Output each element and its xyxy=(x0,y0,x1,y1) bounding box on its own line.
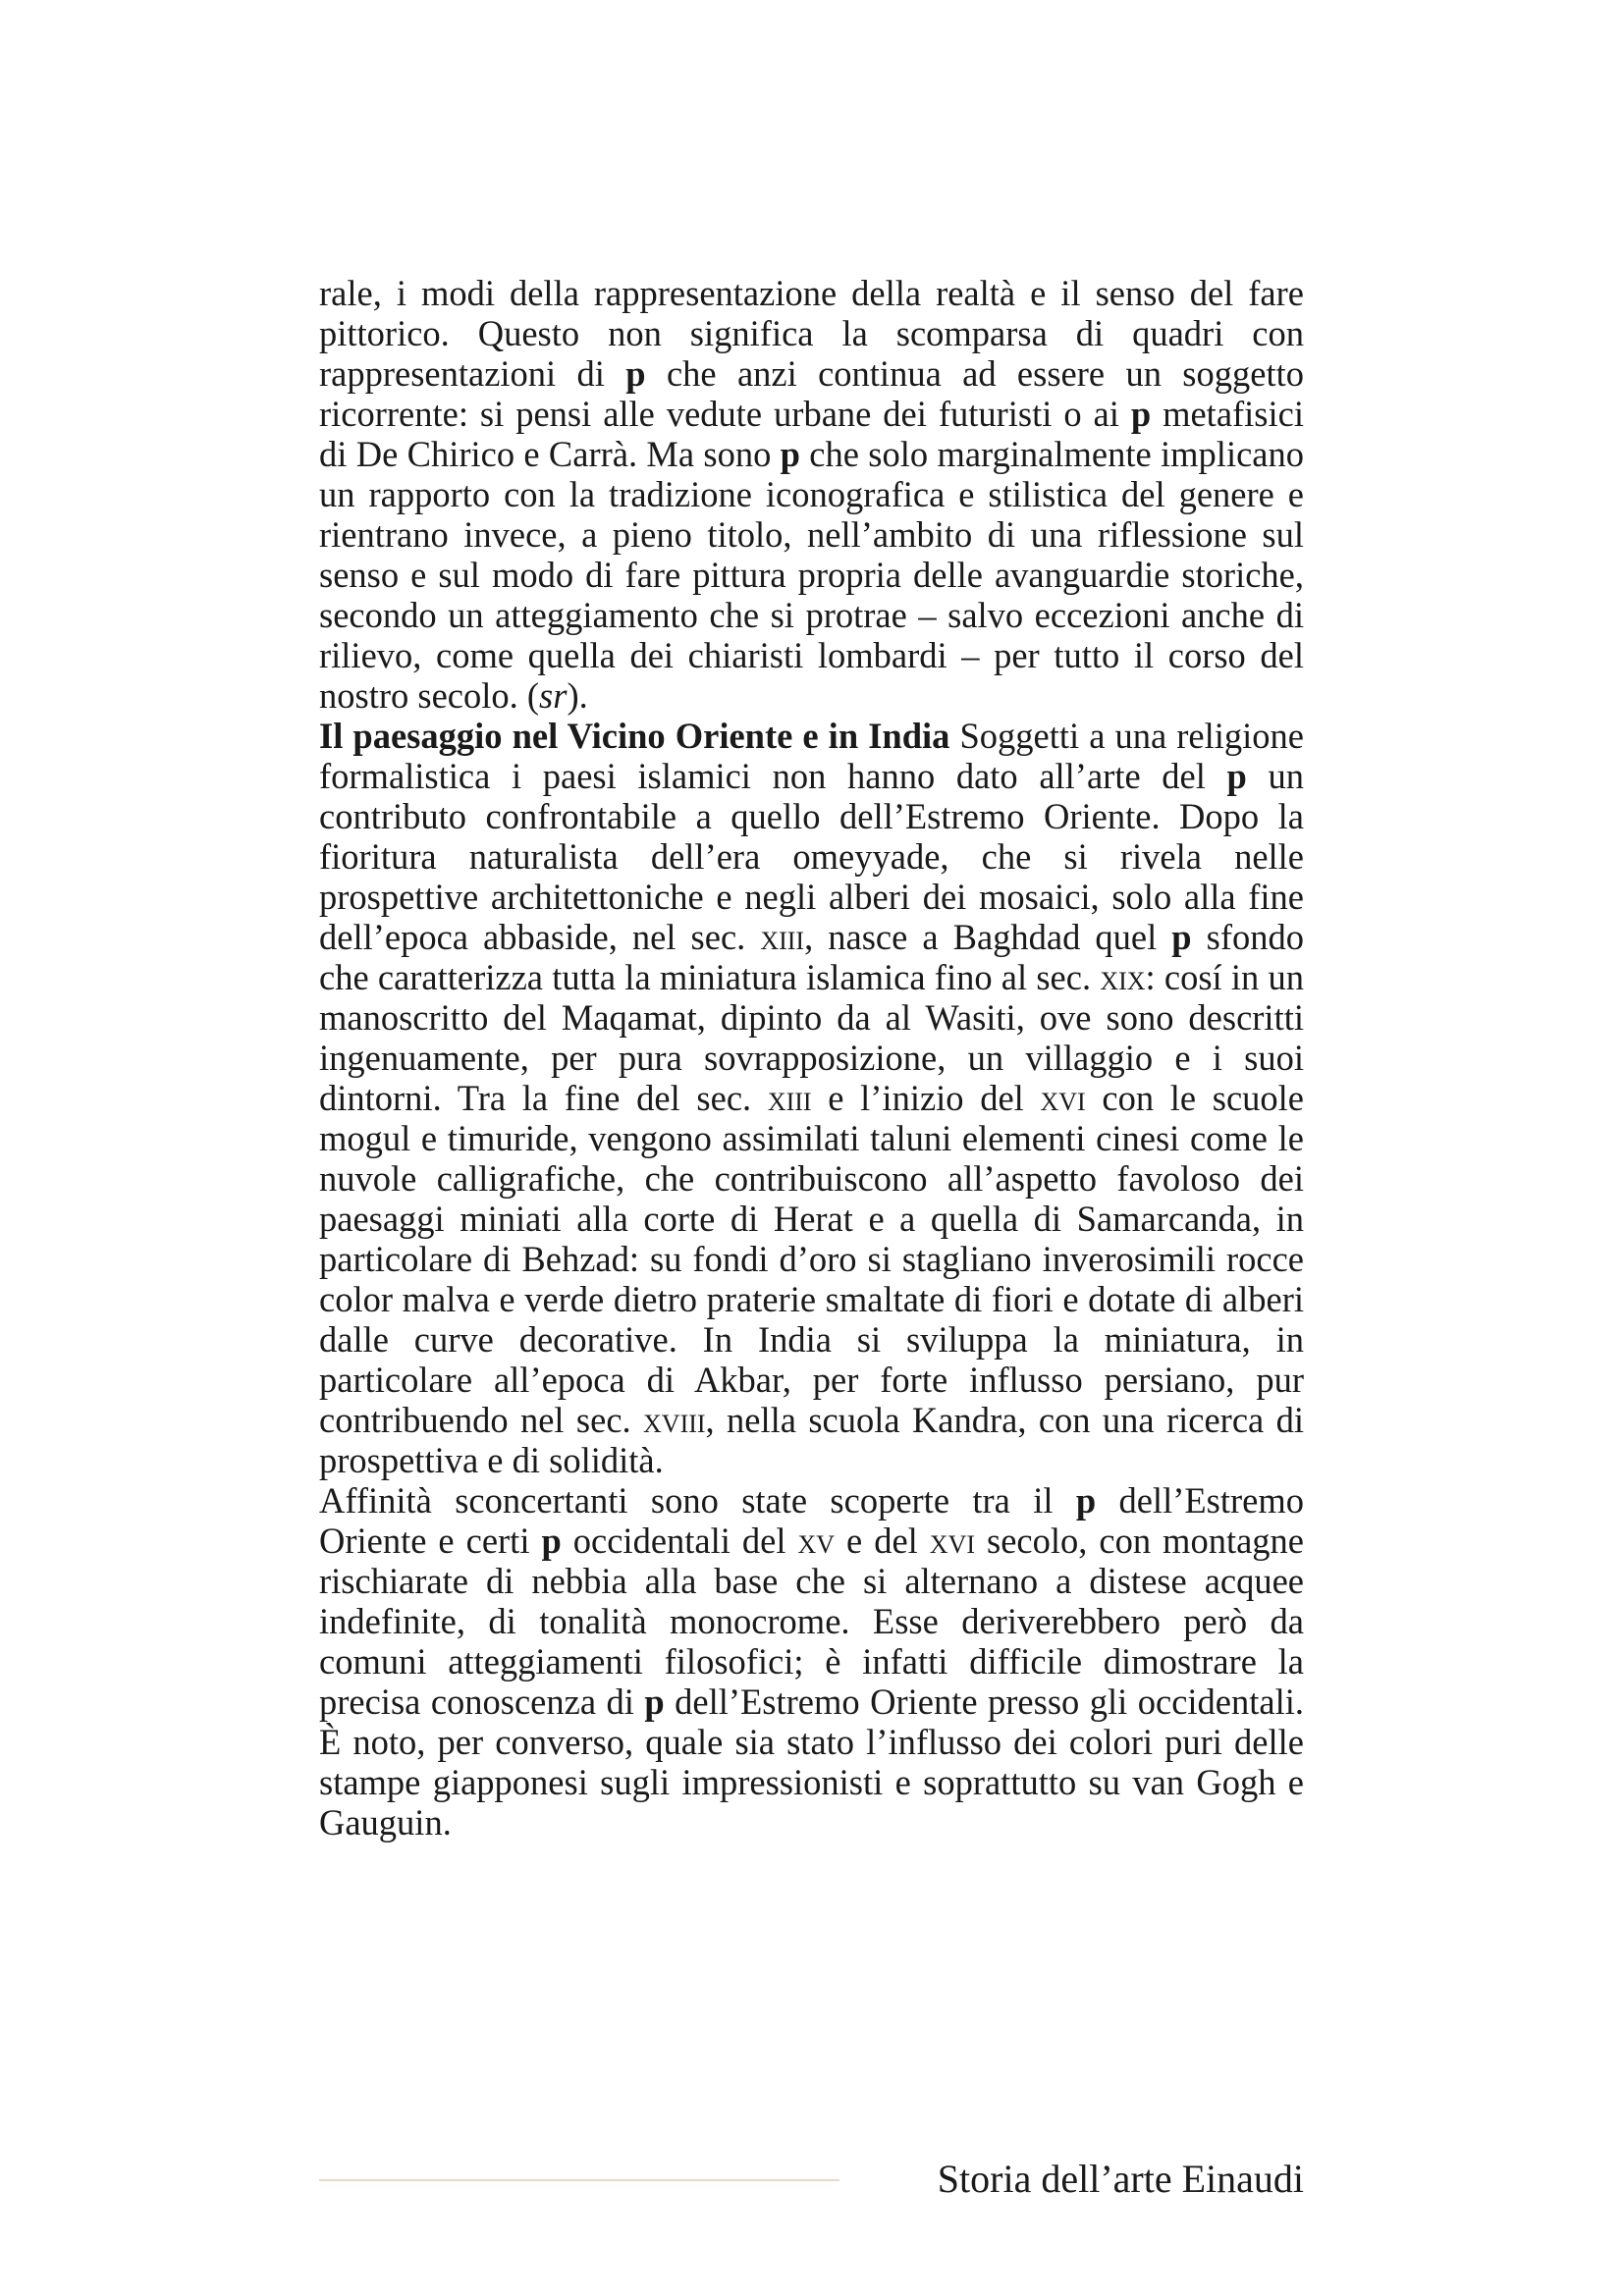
bold-run: p xyxy=(780,434,800,474)
bold-run: p xyxy=(1130,394,1152,434)
roman-numeral: xviii xyxy=(643,1400,706,1440)
roman-numeral: xiii xyxy=(760,917,805,957)
text-run: e del xyxy=(835,1521,930,1561)
text-run: dell’Estremo Oriente presso gli occidentali. È noto, per converso, quale sia stato l’influsso dei colori puri delle stampe giapponesi sugli impressionisti e soprattutto su van Gogh e Gauguin. xyxy=(319,1682,1304,1842)
roman-numeral: xvi xyxy=(1040,1078,1086,1118)
text-run: : cosí in un manoscritto del Maqamat, dipinto da al Wasiti, ove sono descritti ingenuamente, per pura sovrapposizione, un villaggio e i suoi dintorni. Tra la fine del sec. xyxy=(319,957,1305,1118)
text-run: , nasce a Baghdad quel xyxy=(804,917,1172,957)
text-run: rale, i modi della rappresentazione della realtà e il senso del fare pittorico. Questo non significa la scomparsa di quadri con rappresentazioni di xyxy=(319,273,1304,394)
paragraph-vicino-oriente xyxy=(319,716,1304,1480)
roman-numeral: xix xyxy=(1100,957,1146,997)
text-run: , nella scuola Kandra, con una ricerca di prospettiva e di solidità. xyxy=(319,1400,1304,1480)
roman-numeral: xiii xyxy=(767,1078,812,1118)
footer-title: Storia dell’arte Einaudi xyxy=(937,2157,1304,2201)
text-run: un contributo confrontabile a quello dell’Estremo Oriente. Dopo la fioritura naturalista dell’era omeyyade, che si rivela nelle prospettive architettoniche e negli alberi dei mosaici, solo alla fine dell’epoca abbaside, nel sec. xyxy=(319,756,1305,957)
bold-run: p xyxy=(1171,917,1192,957)
roman-numeral: xvi xyxy=(929,1521,976,1561)
paragraph-avanguardie xyxy=(319,273,1304,716)
text-run: ). xyxy=(567,675,588,716)
text-run: metafisici di De Chirico e Carrà. Ma sono xyxy=(319,394,1304,474)
bold-run: p xyxy=(1075,1480,1097,1521)
text-run: sfondo che caratterizza tutta la miniatura islamica fino al sec. xyxy=(319,917,1305,997)
bold-run: p xyxy=(644,1682,665,1722)
text-run: occidentali del xyxy=(561,1521,798,1561)
text-run: che solo marginalmente implicano un rapporto con la tradizione iconografica e stilistica del genere e rientrano invece, a pieno titolo, nell’ambito di una riflessione sul senso e sul modo di fare pittura propria delle avanguardie storiche, secondo un atteggiamento che si protrae – salvo eccezioni anche di rilievo, come quella dei chiaristi lombardi – per tutto il corso del nostro secolo. ( xyxy=(319,434,1304,716)
bold-run: p xyxy=(1226,756,1247,796)
paragraph-affinita xyxy=(319,1480,1304,1842)
bold-run: p xyxy=(541,1521,562,1561)
text-run: dell’Estremo Oriente e certi xyxy=(319,1480,1305,1561)
italic-run: sr xyxy=(539,675,568,716)
text-run: secolo, con montagne rischiarate di nebbia alla base che si alternano a distese acquee indefinite, di tonalità monocrome. Esse deriverebbero però da comuni atteggiamenti filosofici; è infatti difficile dimostrare la precisa conoscenza di xyxy=(319,1521,1304,1722)
roman-numeral: xv xyxy=(797,1521,836,1561)
text-run: Soggetti a una religione formalistica i paesi islamici non hanno dato all’arte del xyxy=(319,716,1304,796)
bold-run: Il paesaggio nel Vicino Oriente e in India xyxy=(319,716,950,756)
text-run: e l’inizio del xyxy=(811,1078,1041,1118)
text-run: che anzi continua ad essere un soggetto ricorrente: si pensi alle vedute urbane dei futuristi o ai xyxy=(319,353,1304,434)
text-run: con le scuole mogul e timuride, vengono assimilati taluni elementi cinesi come le nuvole calligrafiche, che contribuiscono all’aspetto favoloso dei paesaggi miniati alla corte di Herat e a quella di Samarcanda, in particolare di Behzad: su fondi d’oro si stagliano inverosimili rocce color malva e verde dietro praterie smaltate di fiori e dotate di alberi dalle curve decorative. In India si sviluppa la miniatura, in particolare all’epoca di Akbar, per forte influsso persiano, pur contribuendo nel sec. xyxy=(319,1078,1304,1440)
body-text xyxy=(319,273,1304,1842)
footer-rule xyxy=(319,2179,839,2181)
bold-run: p xyxy=(625,353,646,394)
text-run: Affinità sconcertanti sono state scoperte tra il xyxy=(319,1480,1076,1521)
